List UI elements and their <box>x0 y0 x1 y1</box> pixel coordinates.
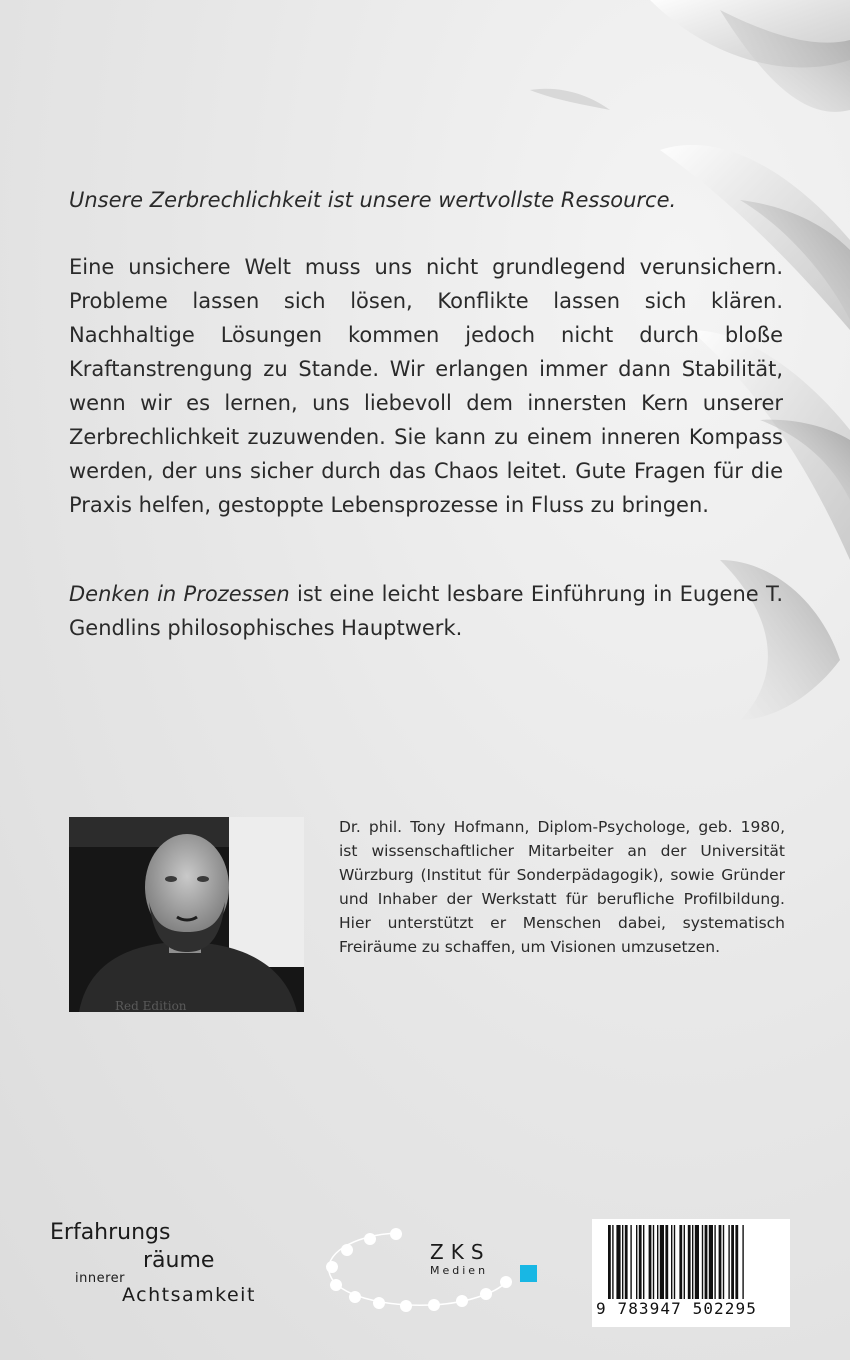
series-line-2: räume <box>143 1248 215 1273</box>
author-portrait-icon <box>69 817 304 1012</box>
isbn-barcode <box>592 1219 790 1327</box>
series-logo <box>48 1220 298 1320</box>
intro-paragraph <box>69 577 783 645</box>
book-title: Denken in Prozessen <box>69 582 290 606</box>
body-paragraph: Eine unsichere Welt muss uns nicht grundlegend verunsichern. Probleme lassen sich lösen, Konflikte lassen sich klären. Nachhaltige Lösungen kommen jedoch nicht durch bloße Kraftanstrengung zu Stande. Wir erlangen immer dann Stabilität, wenn wir es lernen, uns liebevoll dem innersten Kern unserer Zerbrechlichkeit zuzuwenden. Sie kann zu einem inneren Kompass werden, der uns sicher durch das Chaos leitet. Gute Fragen für die Praxis helfen, gestoppte Lebensprozesse in Fluss zu bringen. <box>69 255 783 517</box>
author-photo <box>69 817 304 1012</box>
tagline: Unsere Zerbrechlichkeit ist unsere wertvollste Ressource. <box>69 188 677 212</box>
series-line-3: innerer <box>75 1271 125 1286</box>
series-line-1: Erfahrungs <box>50 1220 171 1245</box>
series-line-4: Achtsamkeit <box>122 1284 256 1306</box>
shirt-print: Red Edition <box>115 999 187 1012</box>
author-bio: Dr. phil. Tony Hofmann, Diplom-Psychologe, geb. 1980, ist wissenschaftlicher Mitarbeiter an der Universität Würzburg (Institut für Sonderpädagogik), sowie Gründer und Inhaber der Werkstatt für berufliche Profilbildung. Hier unterstützt er Menschen dabei, systematisch Freiräume zu schaffen, um Visionen umzusetzen. <box>339 818 785 956</box>
intro-text: ist eine leicht lesbare Einführung in Eugene T. Gendlins philosophisches Hauptwerk. <box>69 582 783 640</box>
publisher-logo <box>322 1225 542 1315</box>
publisher-accent-square <box>520 1265 537 1282</box>
publisher-subtitle: Medien <box>430 1264 489 1277</box>
isbn-number: 9 783947 502295 <box>596 1299 757 1318</box>
barcode-icon <box>608 1225 776 1299</box>
publisher-name: ZKS <box>430 1240 491 1264</box>
